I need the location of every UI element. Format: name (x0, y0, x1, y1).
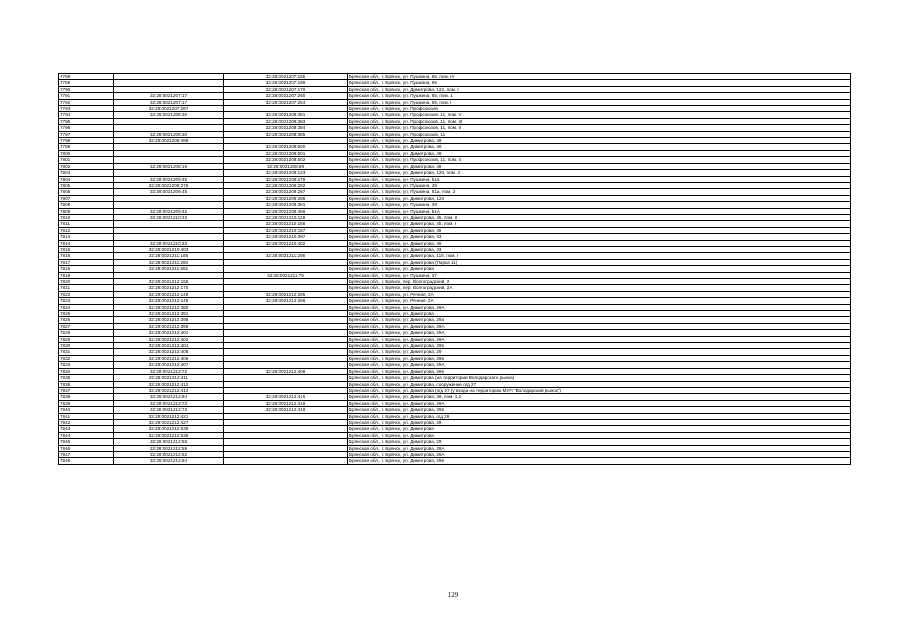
parcel-cadastral-number-cell: 32:28:0021212:427 (114, 419, 224, 425)
parcel-cadastral-number-cell: 32:28:0021212:148 (114, 291, 224, 297)
address-cell: Брянская обл., г. Брянск, ул. Димитрова (на территории Володарского рынка) (348, 375, 851, 381)
row-number-cell: 7823 (59, 298, 114, 304)
parcel-cadastral-number-cell: 32:28:0021212:407 (114, 362, 224, 368)
address-cell: Брянская обл., г. Брянск, ул. Речная, 2А (348, 298, 851, 304)
object-cadastral-number-cell: 32:28:0021209:381 (224, 202, 348, 208)
object-cadastral-number-cell: 32:28:0021212:415 (224, 394, 348, 400)
object-cadastral-number-cell: 32:28:0021212:286 (224, 298, 348, 304)
address-cell: Брянская обл., г. Брянск, ул. Димитрова, 39, пом. 1,2 (348, 394, 851, 400)
address-cell: Брянская обл., г. Брянск, ул. Димитрова, 29А (348, 400, 851, 406)
row-number-cell: 7845 (59, 439, 114, 445)
row-number-cell: 7841 (59, 413, 114, 419)
object-cadastral-number-cell: 32:28:0021212:408 (224, 368, 348, 374)
address-cell: Брянская обл., г. Брянск, ул. Димитрова, 45 (348, 227, 851, 233)
address-cell: Брянская обл., г. Брянск, ул. Профсоюзов (348, 106, 851, 112)
parcel-cadastral-number-cell: 32:28:0021212:72 (114, 368, 224, 374)
object-cadastral-number-cell: 32:28:0021209:282 (224, 182, 348, 188)
object-cadastral-number-cell: 32:28:0021208:384 (224, 125, 348, 131)
object-cadastral-number-cell: 32:28:0021209:287 (224, 189, 348, 195)
row-number-cell: 7839 (59, 400, 114, 406)
parcel-cadastral-number-cell: 32:28:0021208:19 (114, 163, 224, 169)
parcel-cadastral-number-cell: 32:28:0021212:59 (114, 445, 224, 451)
object-cadastral-number-cell: 32:28:0021210:186 (224, 221, 348, 227)
address-cell: Брянская обл., г. Брянск, ул. Димитрова (348, 426, 851, 432)
object-cadastral-number-cell: 32:28:0021208:58 (224, 163, 348, 169)
row-number-cell: 7817 (59, 259, 114, 265)
object-cadastral-number-cell: 32:28:0021207:170 (224, 86, 348, 92)
address-cell: Брянская обл., г. Брянск, ул. Димитрова, 29в (348, 407, 851, 413)
parcel-cadastral-number-cell: 32:28:0021212:401 (114, 330, 224, 336)
address-cell: Брянская обл., г. Брянск, ул. Димитрова, 29в (348, 343, 851, 349)
parcel-cadastral-number-cell: 32:28:0021212:398 (114, 323, 224, 329)
row-number-cell: 7792 (59, 99, 114, 105)
parcel-cadastral-number-cell: 32:28:0021212:166 (114, 279, 224, 285)
object-cadastral-number-cell: 32:28:0021208:502 (224, 157, 348, 163)
address-cell: Брянская обл., г. Брянск, ул. Пушкина, 51а (348, 176, 851, 182)
row-number-cell: 7825 (59, 311, 114, 317)
row-number-cell: 7800 (59, 150, 114, 156)
row-number-cell: 7797 (59, 131, 114, 137)
row-number-cell: 7808 (59, 202, 114, 208)
address-cell: Брянская обл., г. Брянск, ул. Димитрова (348, 266, 851, 272)
parcel-cadastral-number-cell: 32:28:0021209:45 (114, 189, 224, 195)
address-cell: Брянская обл., г. Брянск, ул. Димитрова (о/д 27 (у входа на территорию МУП "Володарский рынок") (348, 387, 851, 393)
object-cadastral-number-cell: 32:28:0021210:187 (224, 227, 348, 233)
object-cadastral-number-cell: 32:28:0021207:264 (224, 99, 348, 105)
row-number-cell: 7796 (59, 125, 114, 131)
parcel-cadastral-number-cell: 32:28:0021212:64 (114, 458, 224, 464)
row-number-cell: 7791 (59, 93, 114, 99)
address-cell: Брянская обл., г. Брянск, ул. Димитрова, о/д 29 (348, 413, 851, 419)
row-number-cell: 7802 (59, 163, 114, 169)
parcel-cadastral-number-cell: 32:28:0021212:539 (114, 432, 224, 438)
register-table (58, 73, 851, 465)
page-number: 129 (447, 591, 459, 599)
object-cadastral-number-cell: 32:28:0021212:285 (224, 291, 348, 297)
row-number-cell: 7805 (59, 182, 114, 188)
parcel-cadastral-number-cell: 32:28:0021212:73 (114, 400, 224, 406)
row-number-cell: 7804 (59, 176, 114, 182)
address-cell: Брянская обл., г. Брянск, ул. Димитрова, 118, пом. I (348, 253, 851, 259)
parcel-cadastral-number-cell: 32:28:0021210:33 (114, 240, 224, 246)
object-cadastral-number-cell: 32:28:0021210:402 (224, 240, 348, 246)
parcel-cadastral-number-cell: 32:28:0021209:279 (114, 182, 224, 188)
address-cell: Брянская обл., г. Брянск, ул. Димитрова, 29А (348, 323, 851, 329)
parcel-cadastral-number-cell: 32:28:0021212:411 (114, 375, 224, 381)
address-cell: Брянская обл., г. Брянск, ул. Димитрова, 120, пом. 3 (348, 170, 851, 176)
parcel-cadastral-number-cell: 32:28:0021210:403 (114, 246, 224, 252)
parcel-cadastral-number-cell: 32:28:0021212:404 (114, 343, 224, 349)
row-number-cell: 7840 (59, 407, 114, 413)
row-number-cell: 7789 (59, 80, 114, 86)
row-number-cell: 7822 (59, 291, 114, 297)
row-number-cell: 7838 (59, 394, 114, 400)
object-cadastral-number-cell: 32:28:0021208:501 (224, 150, 348, 156)
address-cell: Брянская обл., г. Брянск, ул. Димитрова (348, 432, 851, 438)
row-number-cell: 7803 (59, 170, 114, 176)
object-cadastral-number-cell: 32:28:0021207:260 (224, 93, 348, 99)
row-number-cell: 7788 (59, 74, 114, 80)
address-cell: Брянская обл., г. Брянск, ул. Димитрова, 29А (348, 445, 851, 451)
object-cadastral-number-cell: 32:28:0021211:79 (224, 272, 348, 278)
row-number-cell: 7835 (59, 375, 114, 381)
parcel-cadastral-number-cell: 32:28:0021212:395 (114, 317, 224, 323)
parcel-cadastral-number-cell: 32:28:0021212:73 (114, 407, 224, 413)
parcel-cadastral-number-cell: 32:28:0021212:58 (114, 439, 224, 445)
parcel-cadastral-number-cell: 32:28:0021212:414 (114, 387, 224, 393)
parcel-cadastral-number-cell: 32:28:0021212:406 (114, 355, 224, 361)
row-number-cell: 7829 (59, 336, 114, 342)
row-number-cell: 7799 (59, 144, 114, 150)
address-cell: Брянская обл., г. Брянск, ул. Профсоюзов, 11, пом. V (348, 112, 851, 118)
object-cadastral-number-cell: 32:28:0021209:288 (224, 195, 348, 201)
address-cell: Брянская обл., г. Брянск, ул. Димитрова, 43 (348, 246, 851, 252)
row-number-cell: 7810 (59, 214, 114, 220)
parcel-cadastral-number-cell: 32:28:0021212:412 (114, 381, 224, 387)
address-cell: Брянская обл., г. Брянск, ул. Профсоюзов, 11, пом. II (348, 125, 851, 131)
row-number-cell: 7828 (59, 330, 114, 336)
address-cell: Брянская обл., г. Брянск, ул. Речная, 2А (348, 291, 851, 297)
address-cell: Брянская обл., г. Брянск, ул. Димитрова, 43 (348, 234, 851, 240)
parcel-cadastral-number-cell: 32:28:0021211:652 (114, 266, 224, 272)
object-cadastral-number-cell (224, 458, 348, 464)
address-cell: Брянская обл., г. Брянск, ул. Пушкина, 65 (348, 80, 851, 86)
parcel-cadastral-number-cell: 32:28:0021212:405 (114, 349, 224, 355)
address-cell: Брянская обл., г. Брянск, пер. Волгоградский, 2 (348, 279, 851, 285)
parcel-cadastral-number-cell: 32:28:0021211:165 (114, 253, 224, 259)
row-number-cell: 7847 (59, 451, 114, 457)
row-number-cell: 7837 (59, 387, 114, 393)
parcel-cadastral-number-cell: 32:28:0021212:391 (114, 311, 224, 317)
address-cell: Брянская обл., г. Брянск, ул. Пушкина, 65, пом. IV (348, 74, 851, 80)
address-cell: Брянская обл., г. Брянск, ул. Димитрова, 29А (348, 304, 851, 310)
parcel-cadastral-number-cell: 32:28:0021212:148 (114, 298, 224, 304)
address-cell: Брянская обл., г. Брянск, ул. Профсоюзов, 11 (348, 131, 851, 137)
row-number-cell: 7833 (59, 362, 114, 368)
address-cell: Брянская обл., г. Брянск, ул. Димитрова, 29в (348, 355, 851, 361)
address-cell: Брянская обл., г. Брянск, ул. Димитрова, 29А (348, 336, 851, 342)
address-cell: Брянская обл., г. Брянск, ул. Пушкина, 65, пом. I (348, 99, 851, 105)
parcel-cadastral-number-cell: 32:28:0021212:421 (114, 413, 224, 419)
address-cell: Брянская обл., г. Брянск, ул. Димитрова, 29в (348, 368, 851, 374)
address-cell: Брянская обл., г. Брянск, ул. Пушкина, 49 (348, 202, 851, 208)
row-number-cell: 7815 (59, 246, 114, 252)
object-cadastral-number-cell: 32:28:0021209:123 (224, 170, 348, 176)
address-cell: Брянская обл., г. Брянск, ул. Димитрова, 29А (348, 362, 851, 368)
row-number-cell: 7834 (59, 368, 114, 374)
address-cell: Брянская обл., г. Брянск, ул. Димитрова, 29 (348, 349, 851, 355)
parcel-cadastral-number-cell: 32:28:0021208:30 (114, 112, 224, 118)
parcel-cadastral-number-cell: 32:28:0021208:30 (114, 131, 224, 137)
object-cadastral-number-cell: 32:28:0021208:381 (224, 112, 348, 118)
row-number-cell: 7814 (59, 240, 114, 246)
row-number-cell: 7793 (59, 106, 114, 112)
row-number-cell: 7811 (59, 221, 114, 227)
row-number-cell: 7830 (59, 343, 114, 349)
row-number-cell: 7809 (59, 208, 114, 214)
address-cell: Брянская обл., г. Брянск, ул. Димитрова, 29А (348, 451, 851, 457)
address-cell: Брянская обл., г. Брянск, ул. Димитрова, 49 (348, 150, 851, 156)
row-number-cell: 7843 (59, 426, 114, 432)
parcel-cadastral-number-cell: 32:28:0021212:402 (114, 336, 224, 342)
address-cell: Брянская обл., г. Брянск, ул. Пушкина, 51А (348, 208, 851, 214)
row-number-cell: 7848 (59, 458, 114, 464)
parcel-cadastral-number-cell: 32:28:0021209:42 (114, 208, 224, 214)
register-table-container (58, 73, 850, 465)
address-cell: Брянская обл., г. Брянск, ул. Пушкина, 65, пом. 1 (348, 93, 851, 99)
address-cell: Брянская обл., г. Брянск, ул. Пушкина, 51а, пом. 2 (348, 189, 851, 195)
address-cell: Брянская обл., г. Брянск, пер. Волгоградский, 2А (348, 285, 851, 291)
row-number-cell: 7818 (59, 266, 114, 272)
address-cell: Брянская обл., г. Брянск, ул. Димитрова, 49 (348, 138, 851, 144)
address-cell: Брянская обл., г. Брянск, ул. Пушкина, 37 (348, 272, 851, 278)
parcel-cadastral-number-cell: 32:28:0021212:538 (114, 426, 224, 432)
object-cadastral-number-cell: 32:28:0021209:278 (224, 176, 348, 182)
parcel-cadastral-number-cell: 32:28:0021208:498 (114, 138, 224, 144)
row-number-cell: 7819 (59, 272, 114, 278)
parcel-cadastral-number-cell: 32:28:0021212:170 (114, 285, 224, 291)
object-cadastral-number-cell: 32:28:0021208:383 (224, 118, 348, 124)
row-number-cell: 7801 (59, 157, 114, 163)
parcel-cadastral-number-cell: 32:28:0021209:45 (114, 176, 224, 182)
parcel-cadastral-number-cell: 32:28:0021212:62 (114, 451, 224, 457)
object-cadastral-number-cell: 32:28:0021211:206 (224, 253, 348, 259)
row-number-cell: 7842 (59, 419, 114, 425)
address-cell: Брянская обл., г. Брянск, ул. Димитрова, 29в (348, 458, 851, 464)
row-number-cell: 7794 (59, 112, 114, 118)
row-number-cell: 7844 (59, 432, 114, 438)
row-number-cell: 7832 (59, 355, 114, 361)
row-number-cell: 7846 (59, 445, 114, 451)
address-cell: Брянская обл., г. Брянск, ул. Димитрова (Парка 11) (348, 259, 851, 265)
row-number-cell: 7816 (59, 253, 114, 259)
address-cell: Брянская обл., г. Брянск, ул. Димитрова, 45 (348, 240, 851, 246)
row-number-cell: 7795 (59, 118, 114, 124)
object-cadastral-number-cell: 32:28:0021210:128 (224, 214, 348, 220)
object-cadastral-number-cell: 32:28:0021207:155 (224, 74, 348, 80)
row-number-cell: 7827 (59, 323, 114, 329)
object-cadastral-number-cell: 32:28:0021209:486 (224, 208, 348, 214)
row-number-cell: 7806 (59, 189, 114, 195)
table-row (59, 458, 851, 464)
parcel-cadastral-number-cell: 32:28:0021212:380 (114, 304, 224, 310)
object-cadastral-number-cell: 32:28:0021212:418 (224, 400, 348, 406)
address-cell: Брянская обл., г. Брянск, ул. Димитрова, 49 (348, 144, 851, 150)
row-number-cell: 7798 (59, 138, 114, 144)
object-cadastral-number-cell: 32:28:0021212:419 (224, 407, 348, 413)
row-number-cell: 7807 (59, 195, 114, 201)
address-cell: Брянская обл., г. Брянск, ул. Димитрова, 45, пом. I (348, 221, 851, 227)
address-cell: Брянская обл., г. Брянск, ул. Пушкина, 49 (348, 182, 851, 188)
parcel-cadastral-number-cell: 32:28:0021207:17 (114, 99, 224, 105)
address-cell: Брянская обл., г. Брянск, ул. Димитрова, 45, пом. II (348, 214, 851, 220)
row-number-cell: 7831 (59, 349, 114, 355)
address-cell: Брянская обл., г. Брянск, ул. Профсоюзов, 11, пом. III (348, 118, 851, 124)
object-cadastral-number-cell: 32:28:0021208:500 (224, 144, 348, 150)
register-table-body (59, 74, 851, 465)
address-cell: Брянская обл., г. Брянск, ул. Димитрова, 29 (348, 439, 851, 445)
object-cadastral-number-cell: 32:28:0021207:169 (224, 80, 348, 86)
object-cadastral-number-cell: 32:28:0021208:385 (224, 131, 348, 137)
parcel-cadastral-number-cell: 32:28:0021210:33 (114, 214, 224, 220)
row-number-cell: 7812 (59, 227, 114, 233)
address-cell: Брянская обл., г. Брянск, ул. Димитрова, 29 (348, 419, 851, 425)
parcel-cadastral-number-cell: 32:28:0021211:260 (114, 259, 224, 265)
address-cell: Брянская обл., г. Брянск, ул. Димитрова, 120 (348, 195, 851, 201)
parcel-cadastral-number-cell: 32:28:0021207:17 (114, 93, 224, 99)
address-cell: Брянская обл., г. Брянск, ул. Димитрова, 29а (348, 317, 851, 323)
parcel-cadastral-number-cell: 32:28:0021212:84 (114, 394, 224, 400)
address-cell: Брянская обл., г. Брянск, ул. Димитрова, 29А (348, 330, 851, 336)
row-number-cell: 7790 (59, 86, 114, 92)
row-number-cell: 7836 (59, 381, 114, 387)
address-cell: Брянская обл., г. Брянск, ул. Димитрова (348, 311, 851, 317)
address-cell: Брянская обл., г. Брянск, ул. Димитрова, 122, пом. I (348, 86, 851, 92)
row-number-cell: 7820 (59, 279, 114, 285)
object-cadastral-number-cell: 32:28:0021210:397 (224, 234, 348, 240)
address-cell: Брянская обл., г. Брянск, ул. Профсоюзов, 11, пом. 4 (348, 157, 851, 163)
address-cell: Брянская обл., г. Брянск, ул. Димитрова, 49 (348, 163, 851, 169)
row-number-cell: 7824 (59, 304, 114, 310)
parcel-cadastral-number-cell: 32:28:0021207:287 (114, 106, 224, 112)
row-number-cell: 7813 (59, 234, 114, 240)
address-cell: Брянская обл., г. Брянск, ул. Димитрова, сооружение о/д 27 (348, 381, 851, 387)
row-number-cell: 7826 (59, 317, 114, 323)
row-number-cell: 7821 (59, 285, 114, 291)
